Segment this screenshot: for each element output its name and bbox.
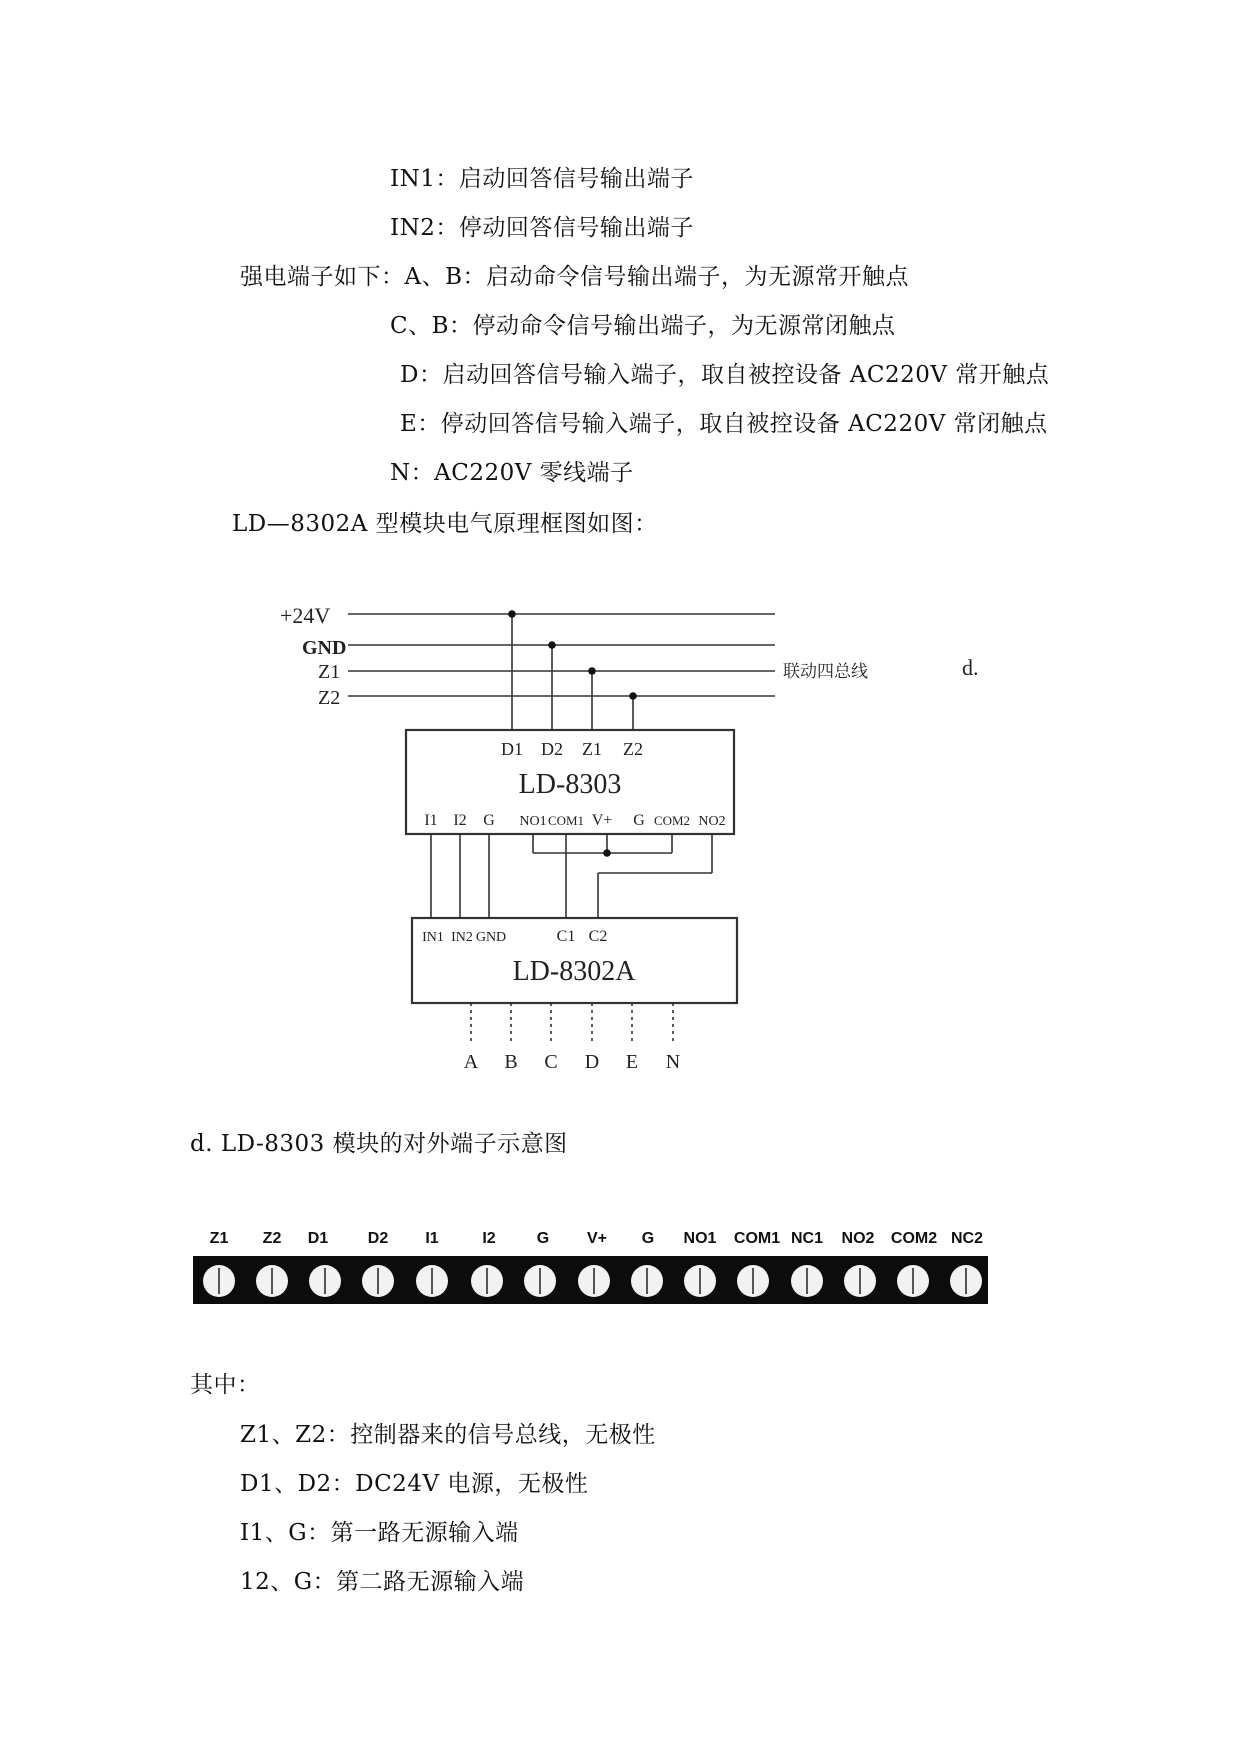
ld8303-pin-com1: COM1 [547, 813, 585, 828]
screw-terminal-icon [578, 1265, 610, 1297]
footer-line-z: Z1、Z2：控制器来的信号总线，无极性 [240, 1422, 656, 1448]
strip-label-nc2: NC2 [950, 1230, 984, 1247]
screw-terminal-icon [362, 1265, 394, 1297]
strip-label-g2: G [641, 1230, 655, 1247]
ld8303-pin-no1: NO1 [519, 814, 547, 829]
header-line-in2: IN2：停动回答信号输出端子 [390, 215, 694, 241]
bus-note: 联动四总线 [783, 662, 868, 681]
ld8303-pin-vplus: V+ [591, 812, 613, 829]
strip-label-z1: Z1 [209, 1230, 229, 1247]
bus-label-gnd: GND [302, 637, 347, 659]
screw-terminal-icon [256, 1265, 288, 1297]
strip-label-i2: I2 [482, 1230, 496, 1247]
bus-label-z2: Z2 [318, 687, 341, 709]
screw-terminal-icon [950, 1265, 982, 1297]
bus-label-24v: +24V [280, 603, 331, 628]
ld8302a-pin-c2: C2 [588, 928, 608, 945]
ld8303-pin-d2: D2 [541, 739, 563, 759]
footer-line-d: D1、D2：DC24V 电源，无极性 [240, 1471, 589, 1497]
ld8302a-pin-gnd: GND [475, 930, 507, 945]
terminal-d: D [584, 1051, 600, 1073]
header-line-e: E：停动回答信号输入端子，取自被控设备 AC220V 常闭触点 [400, 411, 1048, 437]
ld8303-pin-d1: D1 [501, 739, 523, 759]
header-line-n: N：AC220V 零线端子 [390, 460, 634, 486]
strip-label-d2: D2 [367, 1230, 389, 1247]
ld8303-pin-z1: Z1 [582, 739, 602, 759]
ld8302a-pin-in1: IN1 [422, 930, 444, 945]
terminal-n: N [665, 1051, 681, 1073]
header-line-d: D：启动回答信号输入端子，取自被控设备 AC220V 常开触点 [400, 362, 1050, 388]
header-line-in1: IN1：启动回答信号输出端子 [390, 166, 694, 192]
strip-label-d1: D1 [307, 1230, 329, 1247]
terminal-c: C [544, 1051, 558, 1073]
screw-terminal-icon [203, 1265, 235, 1297]
terminal-strip [193, 1230, 993, 1310]
diagram-intro: LD—8302A 型模块电气原理框图如图： [232, 511, 658, 537]
terminal-a: A [463, 1051, 479, 1073]
ld8303-name: LD-8303 [518, 769, 622, 800]
strip-label-no1: NO1 [683, 1230, 717, 1247]
ld8303-pin-no2: NO2 [698, 814, 726, 829]
ld8303-pin-i2: I2 [453, 812, 467, 829]
screw-terminal-icon [684, 1265, 716, 1297]
strip-label-g1: G [536, 1230, 550, 1247]
header-line-cb: C、B：停动命令信号输出端子，为无源常闭触点 [390, 313, 896, 339]
strip-label-nc1: NC1 [790, 1230, 824, 1247]
strip-label-i1: I1 [425, 1230, 439, 1247]
terminal-caption: d. LD-8303 模块的对外端子示意图 [190, 1131, 568, 1157]
strip-label-com2: COM2 [890, 1230, 938, 1247]
terminal-strip-bar [193, 1256, 988, 1304]
header-line-strong-terminals: 强电端子如下：A、B：启动命令信号输出端子，为无源常开触点 [240, 264, 910, 290]
ld8303-pin-com2: COM2 [653, 813, 691, 828]
figure-tag: d. [962, 655, 979, 680]
strip-label-no2: NO2 [841, 1230, 875, 1247]
ld8303-pin-g1: G [483, 812, 495, 829]
footer-line-i1: I1、G：第一路无源输入端 [240, 1520, 519, 1546]
ld8302a-pin-in2: IN2 [451, 930, 473, 945]
screw-terminal-icon [416, 1265, 448, 1297]
screw-terminal-icon [524, 1265, 556, 1297]
screw-terminal-icon [631, 1265, 663, 1297]
strip-label-com1: COM1 [733, 1230, 781, 1247]
terminal-b: B [504, 1051, 518, 1073]
ld8302a-pin-c1: C1 [556, 928, 576, 945]
screw-terminal-icon [844, 1265, 876, 1297]
ld8303-pin-g2: G [633, 812, 645, 829]
ld8303-pin-i1: I1 [424, 812, 438, 829]
bus-label-z1: Z1 [318, 661, 341, 683]
strip-label-vplus: V+ [586, 1230, 608, 1247]
strip-label-z2: Z2 [262, 1230, 282, 1247]
ld8303-pin-z2: Z2 [623, 739, 643, 759]
terminal-strip-labels [193, 1230, 993, 1256]
screw-terminal-icon [737, 1265, 769, 1297]
screw-terminal-icon [897, 1265, 929, 1297]
screw-terminal-icon [471, 1265, 503, 1297]
ld8302a-name: LD-8302A [512, 956, 636, 987]
footer-heading: 其中： [190, 1372, 261, 1398]
screw-terminal-icon [309, 1265, 341, 1297]
terminal-e: E [625, 1051, 639, 1073]
footer-line-i2: 12、G：第二路无源输入端 [240, 1569, 525, 1595]
screw-terminal-icon [791, 1265, 823, 1297]
